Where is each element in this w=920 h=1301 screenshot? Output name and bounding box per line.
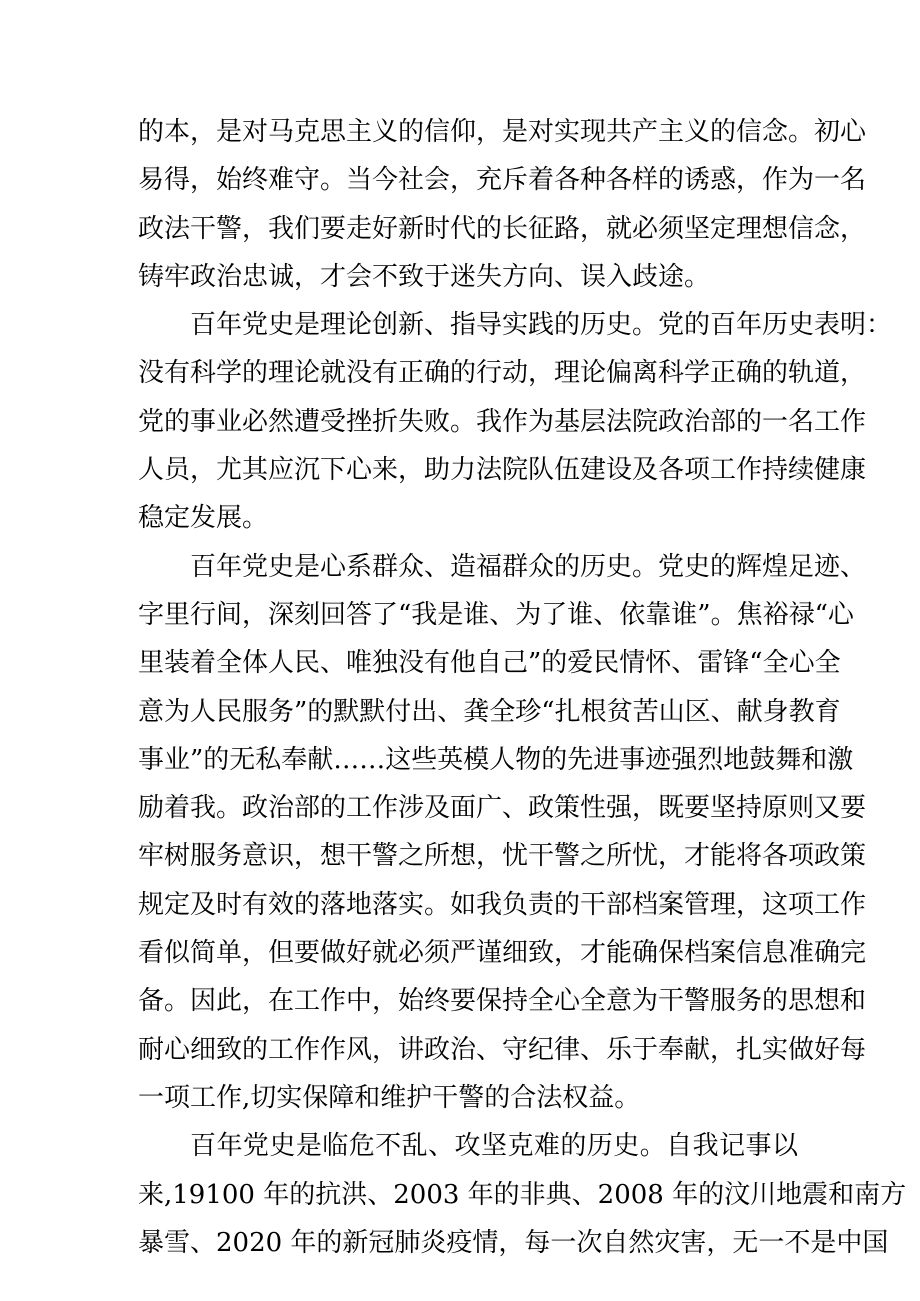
paragraph-3-line-9: 看似简单，但要做好就必须严谨细致，才能确保档案信息准确完: [138, 938, 867, 969]
paragraph-2-line-4: 人员，尤其应沉下心来，助力法院队伍建设及各项工作持续健康: [138, 455, 867, 486]
paragraph-4-line-3: 暴雪、2020 年的新冠肺炎疫情，每一次自然灾害，无一不是中国: [138, 1227, 889, 1258]
paragraph-2-line-5: 稳定发展。: [138, 503, 269, 534]
paragraph-3-line-6: 励着我。政治部的工作涉及面广、政策性强，既要坚持原则又要: [138, 793, 867, 824]
paragraph-3-line-3: 里装着全体人民、唯独没有他自己”的爱民情怀、雷锋“全心全: [138, 648, 841, 679]
paragraph-4-line-2: 来,19100 年的抗洪、2003 年的非典、2008 年的汶川地震和南方: [138, 1179, 907, 1210]
paragraph-1-line-3: 政法干警，我们要走好新时代的长征路，就必须坚定理想信念，: [138, 213, 867, 244]
paragraph-3-line-10: 备。因此，在工作中，始终要保持全心全意为干警服务的思想和: [138, 986, 867, 1017]
paragraph-3-line-2: 字里行间，深刻回答了“我是谁、为了谁、依靠谁”。焦裕禄“心: [138, 599, 854, 630]
paragraph-1-line-2: 易得，始终难守。当今社会，充斥着各种各样的诱惑，作为一名: [138, 165, 867, 196]
paragraph-3-line-1: 百年党史是心系群众、造福群众的历史。党史的辉煌足迹、: [190, 551, 867, 582]
paragraph-3-line-4: 意为人民服务”的默默付出、龚全珍“扎根贫苦山区、献身教育: [138, 696, 841, 727]
paragraph-2-line-2: 没有科学的理论就没有正确的行动，理论偏离科学正确的轨道，: [138, 358, 867, 389]
document-body: [138, 108, 907, 1267]
paragraph-2-line-1: 百年党史是理论创新、指导实践的历史。党的百年历史表明：: [190, 310, 893, 341]
paragraph-3-line-7: 牢树服务意识，想干警之所想，忧干警之所忧，才能将各项政策: [138, 841, 867, 872]
paragraph-3-line-8: 规定及时有效的落地落实。如我负责的干部档案管理，这项工作: [138, 889, 867, 920]
paragraph-1-line-1: 的本，是对马克思主义的信仰，是对实现共产主义的信念。初心: [138, 117, 867, 147]
paragraph-4-line-1: 百年党史是临危不乱、攻坚克难的历史。自我记事以: [190, 1131, 798, 1162]
paragraph-3-line-5: 事业”的无私奉献……这些英模人物的先进事迹强烈地鼓舞和激: [138, 744, 854, 775]
paragraph-2-line-3: 党的事业必然遭受挫折失败。我作为基层法院政治部的一名工作: [138, 406, 867, 437]
paragraph-1-line-4: 铸牢政治忠诚，才会不致于迷失方向、误入歧途。: [138, 261, 711, 292]
paragraph-3-line-11: 耐心细致的工作作风，讲政治、守纪律、乐于奉献，扎实做好每: [138, 1034, 867, 1065]
paragraph-3-line-12: 一项工作,切实保障和维护干警的合法权益。: [138, 1082, 641, 1113]
